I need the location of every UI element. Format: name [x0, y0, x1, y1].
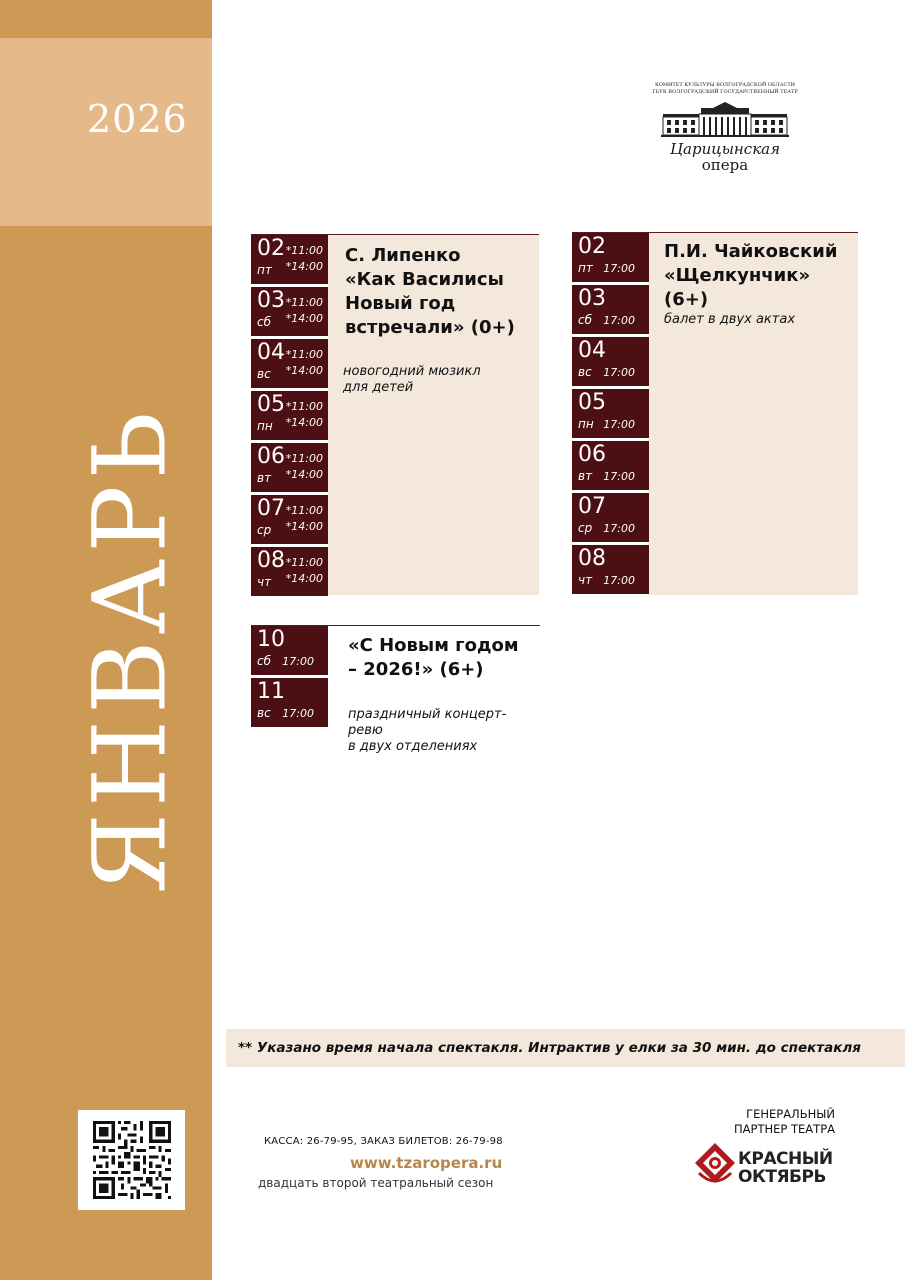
date-weekday: пн: [578, 417, 594, 431]
date-cell[interactable]: [251, 547, 328, 596]
date-time-2: *14:00: [285, 572, 323, 585]
date-day: 08: [578, 546, 606, 571]
event-block-new-year-concert: [251, 625, 540, 754]
logo-name-line2: опера: [701, 156, 749, 174]
date-weekday: сб: [578, 313, 592, 327]
date-weekday: вс: [257, 367, 271, 381]
partner-name: [738, 1150, 833, 1186]
date-cell[interactable]: [572, 389, 649, 438]
event-title-line: С. Липенко: [345, 245, 461, 266]
date-cell[interactable]: [251, 678, 328, 727]
logo-committee-text: КОМИТЕТ КУЛЬТУРЫ ВОЛГОГРАДСКОЙ ОБЛАСТИ: [654, 82, 796, 88]
date-weekday: вт: [257, 471, 272, 485]
date-weekday: чт: [257, 575, 272, 589]
date-cell[interactable]: [572, 493, 649, 542]
date-time-1: *11:00: [285, 296, 323, 309]
date-cell[interactable]: [251, 339, 328, 388]
website-link[interactable]: www.tzaropera.ru: [350, 1154, 503, 1172]
date-day: 05: [578, 390, 606, 415]
event-title-line: «Как Василисы: [345, 269, 504, 290]
date-cell[interactable]: [572, 545, 649, 594]
date-weekday: ср: [257, 523, 272, 537]
event-subtitle-line: для детей: [343, 380, 414, 395]
box-office-phones: КАССА: 26-79-95, ЗАКАЗ БИЛЕТОВ: 26-79-98: [264, 1136, 503, 1147]
date-day: 11: [257, 679, 285, 704]
date-time-1: *11:00: [285, 504, 323, 517]
date-time-2: *14:00: [285, 416, 323, 429]
date-time-2: *14:00: [285, 260, 323, 273]
season-text: двадцать второй театральный сезон: [258, 1176, 494, 1190]
event-subtitle: [664, 312, 795, 328]
event-title: [664, 240, 858, 312]
month-label: ЯНВАРЬ: [71, 406, 189, 894]
date-cell[interactable]: [251, 495, 328, 544]
date-day: 10: [257, 627, 285, 652]
date-day: 06: [257, 444, 285, 469]
date-time-2: *14:00: [285, 364, 323, 377]
event-subtitle-line: в двух отделениях: [348, 739, 478, 754]
date-day: 02: [578, 234, 606, 259]
date-weekday: пт: [257, 263, 272, 277]
event-subtitle: [343, 364, 481, 396]
date-day: 08: [257, 548, 285, 573]
event-title-line: П.И. Чайковский: [664, 241, 838, 262]
date-cell[interactable]: [251, 443, 328, 492]
event-subtitle-line: праздничный концерт-ревю: [348, 707, 507, 738]
sidebar: [0, 0, 212, 1280]
date-weekday: сб: [257, 654, 271, 668]
date-day: 03: [578, 286, 606, 311]
theatre-building-icon: [661, 98, 789, 138]
event-title-line: Новый год: [345, 293, 456, 314]
event-block-vasilisa: [251, 234, 539, 595]
date-time: 17:00: [603, 574, 635, 587]
date-day: 05: [257, 392, 285, 417]
theatre-logo[interactable]: [640, 82, 810, 173]
note-text: ** Указано время начала спектакля. Интрактив у елки за 30 мин. до спектакля: [238, 1040, 861, 1056]
event-title: [345, 244, 515, 340]
date-time-1: *11:00: [285, 348, 323, 361]
partner-name-line: КРАСНЫЙ: [738, 1149, 833, 1169]
partner-caption-line: ГЕНЕРАЛЬНЫЙ: [746, 1107, 835, 1121]
event-title: [348, 634, 519, 682]
event-title-line: «Щелкунчик» (6+): [664, 265, 811, 310]
partner-name-line: ОКТЯБРЬ: [738, 1167, 826, 1187]
date-weekday: пт: [578, 261, 593, 275]
date-time-2: *14:00: [285, 520, 323, 533]
date-time-1: *11:00: [285, 400, 323, 413]
qr-code-box[interactable]: [78, 1110, 185, 1210]
date-weekday: сб: [257, 315, 271, 329]
date-weekday: вс: [257, 706, 271, 720]
date-weekday: чт: [578, 573, 593, 587]
date-time: 17:00: [603, 314, 635, 327]
date-day: 07: [257, 496, 285, 521]
date-time-1: *11:00: [285, 244, 323, 257]
date-time-2: *14:00: [285, 468, 323, 481]
date-cell[interactable]: [572, 337, 649, 386]
logo-institution-text: ГБУК ВОЛГОГРАДСКИЙ ГОСУДАРСТВЕННЫЙ ТЕАТР: [652, 89, 798, 95]
event-block-nutcracker: [572, 232, 858, 595]
date-weekday: ср: [578, 521, 593, 535]
date-day: 04: [578, 338, 606, 363]
date-time: 17:00: [603, 522, 635, 535]
note-bar: [226, 1029, 905, 1067]
qr-code-icon: [93, 1120, 171, 1200]
date-time-2: *14:00: [285, 312, 323, 325]
date-time: 17:00: [603, 262, 635, 275]
date-cell[interactable]: [572, 441, 649, 490]
event-subtitle-line: балет в двух актах: [664, 312, 796, 327]
date-day: 03: [257, 288, 285, 313]
date-time: 17:00: [603, 366, 635, 379]
date-cell[interactable]: [572, 285, 649, 334]
logo-name-line1: Царицынская: [669, 140, 781, 158]
date-time: 17:00: [603, 418, 635, 431]
partner-caption-line: ПАРТНЕР ТЕАТРА: [734, 1122, 835, 1136]
event-title-line: «С Новым годом: [348, 635, 519, 656]
year-label: 2026: [87, 97, 188, 141]
date-weekday: вс: [578, 365, 592, 379]
date-time: 17:00: [282, 707, 314, 720]
event-subtitle: [348, 707, 540, 755]
date-time: 17:00: [282, 655, 314, 668]
date-weekday: вт: [578, 469, 593, 483]
date-cell[interactable]: [251, 626, 328, 675]
date-cell[interactable]: [251, 235, 328, 284]
date-time-1: *11:00: [285, 452, 323, 465]
partner-caption: [690, 1107, 835, 1137]
date-day: 06: [578, 442, 606, 467]
date-time-1: *11:00: [285, 556, 323, 569]
date-cell[interactable]: [572, 233, 649, 282]
event-title-line: встречали» (0+): [345, 317, 515, 338]
event-subtitle-line: новогодний мюзикл: [343, 364, 481, 379]
date-time: 17:00: [603, 470, 635, 483]
date-day: 07: [578, 494, 606, 519]
date-cell[interactable]: [251, 391, 328, 440]
date-day: 02: [257, 236, 285, 261]
date-weekday: пн: [257, 419, 273, 433]
date-cell[interactable]: [251, 287, 328, 336]
event-title-line: – 2026!» (6+): [348, 659, 484, 680]
date-day: 04: [257, 340, 285, 365]
